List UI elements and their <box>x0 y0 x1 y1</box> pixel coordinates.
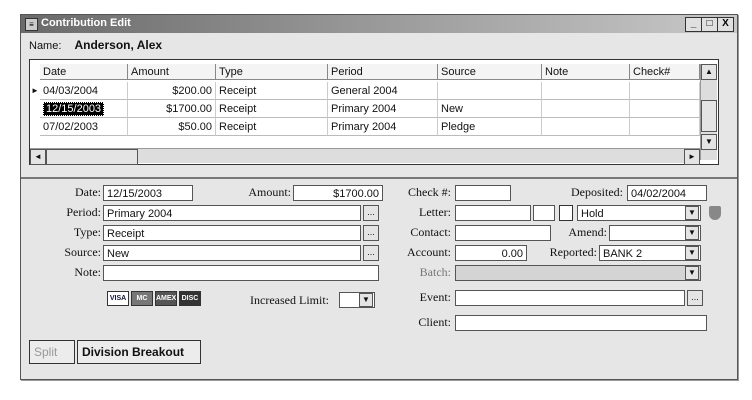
scroll-right-button[interactable]: ► <box>684 149 700 165</box>
col-header-source[interactable]: Source <box>438 64 542 80</box>
reported-label: Reported: <box>549 245 597 259</box>
section-divider <box>21 177 737 179</box>
client-field[interactable] <box>455 315 707 331</box>
table-cell-date[interactable]: 04/03/2004 <box>40 82 128 100</box>
selected-date-text: 12/15/2003 <box>43 102 104 116</box>
table-cell-type[interactable]: Receipt <box>216 82 328 100</box>
col-header-period[interactable]: Period <box>328 64 438 80</box>
deposited-label: Deposited: <box>571 185 623 199</box>
col-header-check[interactable]: Check# <box>630 64 700 80</box>
table-cell-amount[interactable]: $200.00 <box>128 82 216 100</box>
scroll-left-button[interactable]: ◄ <box>30 149 46 165</box>
title-bar[interactable] <box>21 15 737 33</box>
amount-field[interactable]: $1700.00 <box>293 185 383 201</box>
table-cell-type[interactable]: Receipt <box>216 118 328 136</box>
division-breakout-button[interactable]: Division Breakout <box>77 340 201 364</box>
table-cell-check[interactable] <box>630 82 700 100</box>
scroll-down-button[interactable]: ▼ <box>701 134 717 150</box>
name-label: Name: <box>29 40 62 52</box>
shield-icon[interactable] <box>709 206 721 220</box>
name-value: Anderson, Alex <box>74 38 163 52</box>
date-field[interactable]: 12/15/2003 <box>103 185 193 201</box>
contact-field[interactable] <box>455 225 551 241</box>
source-label: Source: <box>64 245 101 259</box>
scroll-thumb[interactable] <box>701 100 717 132</box>
reported-dropdown-icon[interactable]: ▼ <box>685 246 699 260</box>
table-cell-source[interactable]: New <box>438 100 542 118</box>
table-cell-date-selected[interactable] <box>40 100 128 118</box>
table-cell-note[interactable] <box>542 82 630 100</box>
window-title: Contribution Edit <box>41 17 131 29</box>
col-header-type[interactable]: Type <box>216 64 328 80</box>
table-cell-amount[interactable]: $1700.00 <box>128 100 216 118</box>
event-label: Event: <box>419 290 451 304</box>
table-cell-period[interactable]: Primary 2004 <box>328 100 438 118</box>
letter-extra-field[interactable] <box>533 205 555 221</box>
letter-status-dropdown-icon[interactable]: ▼ <box>685 206 699 220</box>
col-header-note[interactable]: Note <box>542 64 630 80</box>
account-field[interactable]: 0.00 <box>455 245 527 261</box>
table-cell-source[interactable] <box>438 82 542 100</box>
horizontal-scrollbar[interactable] <box>30 148 700 163</box>
letter-status-select[interactable]: Hold <box>577 205 701 221</box>
discover-card-icon[interactable]: DISC <box>179 291 201 306</box>
col-header-amount[interactable]: Amount <box>128 64 216 80</box>
maximize-button[interactable]: □ <box>701 17 718 32</box>
source-field[interactable]: New <box>103 245 361 261</box>
note-field[interactable] <box>103 265 379 281</box>
row-pointer-icon: ► <box>31 86 39 95</box>
reported-select[interactable]: BANK 2 <box>599 245 701 261</box>
close-button[interactable]: X <box>717 17 734 32</box>
increased-limit-dropdown-icon[interactable]: ▼ <box>359 293 373 307</box>
event-ellipsis-button[interactable]: ... <box>687 290 703 306</box>
contribution-edit-window <box>20 14 738 380</box>
client-label: Client: <box>418 315 451 329</box>
table-cell-type[interactable]: Receipt <box>216 100 328 118</box>
letter-field[interactable] <box>455 205 531 221</box>
table-cell-note[interactable] <box>542 100 630 118</box>
table-cell-amount[interactable]: $50.00 <box>128 118 216 136</box>
visa-card-icon[interactable]: VISA <box>107 291 129 306</box>
table-cell-source[interactable]: Pledge <box>438 118 542 136</box>
deposited-field[interactable]: 04/02/2004 <box>627 185 707 201</box>
letter-label: Letter: <box>419 205 451 219</box>
batch-select[interactable] <box>455 265 701 281</box>
event-field[interactable] <box>455 290 685 306</box>
amex-card-icon[interactable]: AMEX <box>155 291 177 306</box>
batch-label: Batch: <box>419 265 451 279</box>
table-cell-check[interactable] <box>630 100 700 118</box>
check-field[interactable] <box>455 185 511 201</box>
period-field[interactable]: Primary 2004 <box>103 205 361 221</box>
table-cell-note[interactable] <box>542 118 630 136</box>
period-label: Period: <box>66 205 101 219</box>
amend-dropdown-icon[interactable]: ▼ <box>685 226 699 240</box>
source-ellipsis-button[interactable]: ... <box>363 245 379 261</box>
table-cell-check[interactable] <box>630 118 700 136</box>
account-label: Account: <box>407 245 451 259</box>
system-menu-icon[interactable]: ≡ <box>25 18 38 31</box>
minimize-button[interactable]: _ <box>685 17 702 32</box>
type-label: Type: <box>73 225 101 239</box>
batch-dropdown-icon[interactable]: ▼ <box>685 266 699 280</box>
mastercard-icon[interactable]: MC <box>131 291 153 306</box>
check-label: Check #: <box>408 185 451 199</box>
note-label: Note: <box>74 265 101 279</box>
table-cell-period[interactable]: Primary 2004 <box>328 118 438 136</box>
increased-limit-label: Increased Limit: <box>250 293 329 307</box>
type-ellipsis-button[interactable]: ... <box>363 225 379 241</box>
scroll-up-button[interactable]: ▲ <box>701 64 717 80</box>
hscroll-thumb[interactable] <box>46 149 138 165</box>
document-icon[interactable] <box>559 205 573 221</box>
type-field[interactable]: Receipt <box>103 225 361 241</box>
date-label: Date: <box>75 185 101 199</box>
name-row <box>29 38 162 52</box>
col-header-date[interactable]: Date <box>40 64 128 80</box>
amount-label: Amount: <box>248 185 291 199</box>
vertical-scrollbar[interactable] <box>700 64 717 160</box>
contributions-grid[interactable] <box>29 59 719 165</box>
split-button[interactable]: Split <box>29 340 75 364</box>
table-cell-date[interactable]: 07/02/2003 <box>40 118 128 136</box>
period-ellipsis-button[interactable]: ... <box>363 205 379 221</box>
amend-label: Amend: <box>568 225 607 239</box>
table-cell-period[interactable]: General 2004 <box>328 82 438 100</box>
contact-label: Contact: <box>410 225 451 239</box>
